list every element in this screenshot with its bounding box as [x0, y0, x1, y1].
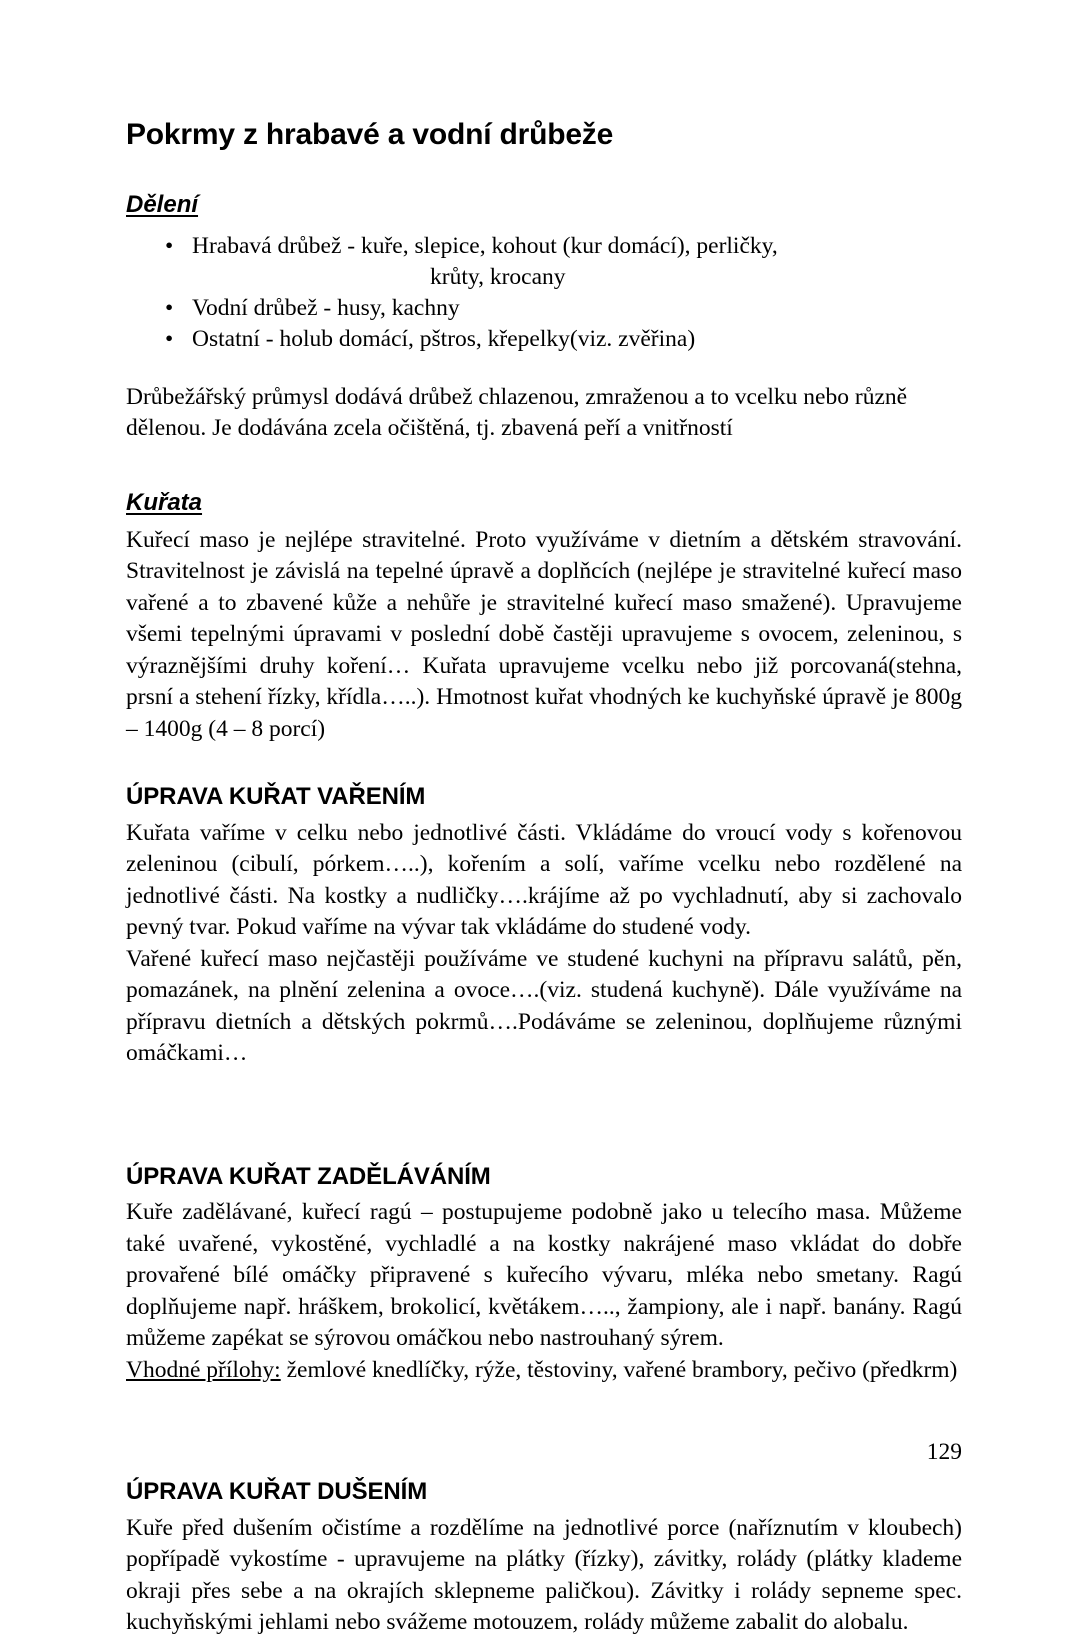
spacer — [126, 745, 962, 783]
list-item — [126, 324, 962, 355]
list-item-label: Hrabavá drůbež - kuře, slepice, kohout (kur domácí), perličky, — [192, 232, 778, 259]
bullet-icon: • — [165, 232, 174, 259]
paragraph-zadelavanim-sides — [126, 1355, 962, 1387]
section-heading-zadelavanim: ÚPRAVA KUŘAT ZADĚLÁVÁNÍM — [126, 1162, 491, 1190]
paragraph-zadelavanim: Kuře zadělávané, kuřecí ragú – postupujeme podobně jako u telecího masa. Můžeme také uvařené, vykostěné, vychladlé a na kostky nakrájené maso vkládat do dobře provařené bílé omáčky připravené s kuřecího vývaru, mléka nebo smetany. Ragú doplňujeme např. hráškem, brokolicí, květákem….., žampiony, ale i např. banány. Ragú můžeme zapékat se sýrovou omáčkou nebo nastrouhaný sýrem. — [126, 1199, 962, 1352]
spacer — [126, 1070, 962, 1163]
section-deleni — [126, 191, 962, 445]
spacer — [126, 445, 962, 489]
document-content — [126, 118, 962, 1639]
paragraph-deleni: Drůbežářský průmysl dodává drůbež chlazenou, zmraženou a to vcelku nebo různě dělenou. Je dodávána zcela očištěná, tj. zbavená peří a vnitřností — [126, 383, 908, 441]
sides-text: žemlové knedlíčky, rýže, těstoviny, vařené brambory, pečivo (předkrm) — [280, 1356, 958, 1383]
section-heading-dusenim: ÚPRAVA KUŘAT DUŠENÍM — [126, 1478, 428, 1506]
list-item-continuation: krůty, krocany — [430, 263, 566, 290]
spacer — [126, 219, 962, 231]
paragraph-dusenim: Kuře před dušením očistíme a rozdělíme na jednotlivé porce (naříznutím v kloubech) popřípadě vykostíme - upravujeme na plátky (řízky), závitky, rolády (plátky klademe okraji přes sebe a na okrajích sklepneme paličkou). Závitky i rolády sepneme spec. kuchyňskými jehlami nebo svážeme motouzem, rolády můžeme zabalit do alobalu. — [126, 1514, 962, 1636]
page-title: Pokrmy z hrabavé a vodní drůbeže — [126, 118, 614, 151]
paragraph-kurata: Kuřecí maso je nejlépe stravitelné. Proto využíváme v dietním a dětském stravování. Stravitelnost je závislá na tepelné úpravě a doplňcích (nejlépe je stravitelné kuřecí maso vařené a to zbavené kůže a nehůře je stravitelné kuřecí maso smažené). Upravujeme všemi tepelnými úpravami v poslední době častěji upravujeme s ovocem, zeleninou, s výraznějšími druhy koření… Kuřata upravujeme vcelku nebo již porcovaná(stehna, prsní a stehení řízky, křídla…..). Hmotnost kuřat vhodných ke kuchyňské úpravě je 800g – 1400g (4 – 8 porcí) — [126, 526, 962, 742]
section-zadelavanim — [126, 1163, 962, 1387]
spacer — [126, 1506, 962, 1513]
section-heading-deleni: Dělení — [126, 190, 199, 218]
spacer — [126, 355, 962, 382]
bullet-icon: • — [165, 294, 174, 321]
bullet-icon: • — [165, 325, 174, 352]
list-item — [126, 293, 962, 324]
sides-label: Vhodné přílohy: — [126, 1356, 281, 1383]
section-varenim — [126, 783, 962, 1070]
list-item — [126, 231, 962, 293]
page-number: 129 — [926, 1439, 962, 1465]
list-item-label: Ostatní - holub domácí, pštros, křepelky(viz. zvěřina) — [192, 325, 696, 352]
paragraph-varenim-1: Kuřata vaříme v celku nebo jednotlivé části. Vkládáme do vroucí vody s kořenovou zeleninou (cibulí, pórkem…..), kořením a solí, vaříme vcelku nebo rozdělené na jednotlivé části. Na kostky a nudličky….krájíme až po vychladnutí, aby si zachovalo pevný tvar. Pokud vaříme na vývar tak vkládáme do studené vody. — [126, 819, 962, 941]
paragraph-varenim-2: Vařené kuřecí maso nejčastěji používáme ve studené kuchyni na přípravu salátů, pěn, pomazánek, na plnění zelenina a ovoce….(viz. studená kuchyně). Dále využíváme na přípravu dietních a dětských pokrmů….Podáváme se zeleninou, doplňujeme různými omáčkami… — [126, 945, 962, 1067]
section-kurata — [126, 489, 962, 746]
spacer — [126, 811, 962, 818]
section-heading-kurata: Kuřata — [126, 488, 203, 516]
spacer — [126, 153, 962, 191]
section-dusenim — [126, 1478, 962, 1639]
section-heading-varenim: ÚPRAVA KUŘAT VAŘENÍM — [126, 783, 426, 810]
spacer — [126, 1190, 962, 1197]
spacer — [126, 517, 962, 525]
list-item-label: Vodní drůbež - husy, kachny — [192, 294, 460, 321]
drubez-list — [126, 231, 962, 355]
